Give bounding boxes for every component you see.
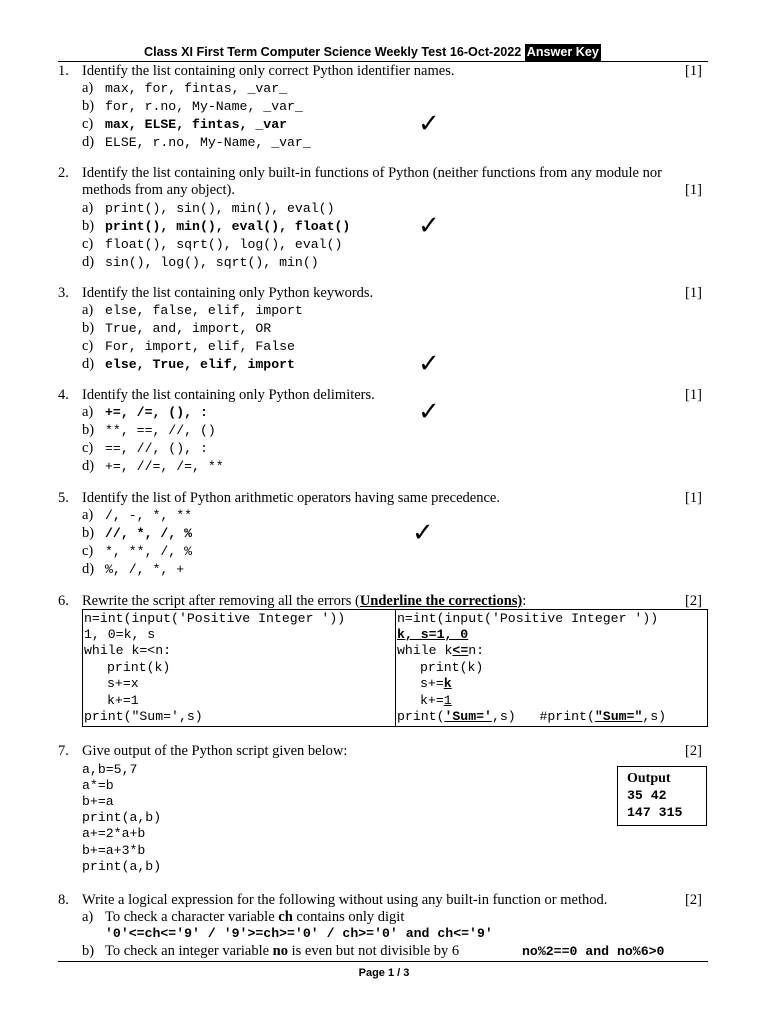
q7-text: Give output of the Python script given below:	[82, 743, 348, 759]
option-text: For, import, elif, False	[105, 339, 295, 354]
checkmark-icon: ✓	[418, 109, 440, 139]
table-cell-original: n=int(input('Positive Integer '))	[84, 611, 346, 626]
option-label: d)	[82, 561, 95, 577]
page-number: Page 1 / 3	[358, 967, 410, 979]
q8b-text: To check an integer variable no is even but not divisible by 6	[105, 943, 460, 959]
code-line: print(a,b)	[82, 810, 162, 825]
q8-marks: [2]	[685, 892, 702, 908]
option-text: for, r.no, My-Name, _var_	[105, 99, 303, 114]
table-cell-corrected: print(k)	[420, 660, 484, 675]
q5-number: 5.	[58, 490, 69, 506]
q3-marks: [1]	[685, 285, 702, 301]
q1-marks: [1]	[685, 63, 702, 79]
option-label: a)	[82, 909, 94, 925]
q2-text: Identify the list containing only built-in functions of Python (neither functions from any module nor	[82, 165, 662, 181]
output-line: 35 42	[627, 788, 667, 803]
checkmark-icon: ✓	[412, 518, 434, 548]
q4-marks: [1]	[685, 387, 702, 403]
table-cell-corrected: s+=k	[420, 676, 452, 691]
option-label: d)	[82, 458, 95, 474]
option-label: a)	[82, 404, 94, 420]
q2-text-line2: methods from any object).	[82, 182, 236, 198]
option-text-correct: else, True, elif, import	[105, 357, 295, 372]
q2-number: 2.	[58, 165, 69, 181]
header-title: Class XI First Term Computer Science Weekly Test 16-Oct-2022	[144, 45, 522, 59]
option-label: d)	[82, 134, 95, 150]
code-line: print(a,b)	[82, 859, 162, 874]
table-cell-original: s+=x	[107, 676, 139, 691]
option-label: c)	[82, 236, 94, 252]
q3-text: Identify the list containing only Python keywords.	[82, 285, 374, 301]
option-label: b)	[82, 525, 95, 541]
header	[144, 44, 601, 61]
option-text: sin(), log(), sqrt(), min()	[105, 255, 319, 270]
q7-number: 7.	[58, 743, 69, 759]
option-text: *, **, /, %	[105, 544, 193, 559]
code-line: a,b=5,7	[82, 762, 138, 777]
q3-number: 3.	[58, 285, 69, 301]
option-label: b)	[82, 320, 95, 336]
output-box	[617, 766, 707, 826]
table-cell-corrected: print('Sum=',s) #print("Sum=",s)	[397, 709, 667, 724]
option-label: a)	[82, 80, 94, 96]
q6-number: 6.	[58, 593, 69, 609]
table-cell-original: print(k)	[107, 660, 171, 675]
q1-number: 1.	[58, 63, 69, 79]
checkmark-icon: ✓	[418, 349, 440, 379]
option-text: /, -, *, **	[105, 508, 193, 523]
q1-text: Identify the list containing only correct Python identifier names.	[82, 63, 455, 79]
option-label: a)	[82, 200, 94, 216]
q5-text: Identify the list of Python arithmetic operators having same precedence.	[82, 490, 500, 506]
option-label: d)	[82, 254, 95, 270]
q8b-answer: no%2==0 and no%6>0	[522, 944, 665, 959]
code-line: b+=a+3*b	[82, 843, 146, 858]
option-label: a)	[82, 302, 94, 318]
table-cell-original: print("Sum=',s)	[84, 709, 203, 724]
option-text: +=, //=, /=, **	[105, 459, 224, 474]
option-label: b)	[82, 98, 95, 114]
table-cell-corrected: while k<=n:	[397, 643, 485, 658]
option-text: ==, //, (), :	[105, 441, 208, 456]
q5-marks: [1]	[685, 490, 702, 506]
option-label: d)	[82, 356, 95, 372]
code-line: a+=2*a+b	[82, 826, 146, 841]
header-rule	[58, 61, 708, 62]
q2-marks: [1]	[685, 182, 702, 198]
table-divider	[395, 610, 396, 726]
option-label: c)	[82, 116, 94, 132]
code-line: b+=a	[82, 794, 114, 809]
q8a-text: To check a character variable ch contains only digit	[105, 909, 405, 925]
q8a-answer: '0'<=ch<='9' / '9'>=ch>='0' / ch>='0' and ch<='9'	[105, 926, 493, 941]
q6-marks: [2]	[685, 593, 702, 609]
table-cell-original: k+=1	[107, 693, 139, 708]
code-line: a*=b	[82, 778, 114, 793]
option-text-correct: print(), min(), eval(), float()	[105, 219, 351, 234]
table-cell-corrected: k+=1	[420, 693, 452, 708]
option-text: print(), sin(), min(), eval()	[105, 201, 335, 216]
option-text: else, false, elif, import	[105, 303, 303, 318]
option-label: c)	[82, 440, 94, 456]
option-text: ELSE, r.no, My-Name, _var_	[105, 135, 311, 150]
table-cell-corrected: k, s=1, 0	[397, 627, 469, 642]
q4-number: 4.	[58, 387, 69, 403]
header-answer-key: Answer Key	[526, 45, 599, 59]
q4-text: Identify the list containing only Python delimiters.	[82, 387, 375, 403]
table-cell-original: while k=<n:	[84, 643, 172, 658]
option-label: c)	[82, 543, 94, 559]
checkmark-icon: ✓	[418, 211, 440, 241]
option-label: b)	[82, 218, 95, 234]
table-cell-corrected: n=int(input('Positive Integer '))	[397, 611, 659, 626]
option-label: c)	[82, 338, 94, 354]
q8-number: 8.	[58, 892, 69, 908]
option-text: max, for, fintas, _var_	[105, 81, 288, 96]
option-text: **, ==, //, ()	[105, 423, 216, 438]
q8-text: Write a logical expression for the following without using any built-in function or method.	[82, 892, 608, 908]
q6-text: Rewrite the script after removing all the errors (Underline the corrections):	[82, 593, 527, 609]
option-text-correct: max, ELSE, fintas, _var	[105, 117, 288, 132]
q6-correction-table	[82, 609, 708, 727]
option-label: a)	[82, 507, 94, 523]
option-label: b)	[82, 943, 95, 959]
option-label: b)	[82, 422, 95, 438]
checkmark-icon: ✓	[418, 397, 440, 427]
option-text: %, /, *, +	[105, 562, 185, 577]
footer-rule	[58, 961, 708, 962]
option-text-correct: //, *, /, %	[105, 526, 193, 541]
output-line: 147 315	[627, 805, 683, 820]
option-text: float(), sqrt(), log(), eval()	[105, 237, 343, 252]
option-text-correct: +=, /=, (), :	[105, 405, 208, 420]
option-text: True, and, import, OR	[105, 321, 272, 336]
q7-marks: [2]	[685, 743, 702, 759]
table-cell-original: 1, 0=k, s	[84, 627, 156, 642]
output-label: Output	[627, 771, 671, 786]
